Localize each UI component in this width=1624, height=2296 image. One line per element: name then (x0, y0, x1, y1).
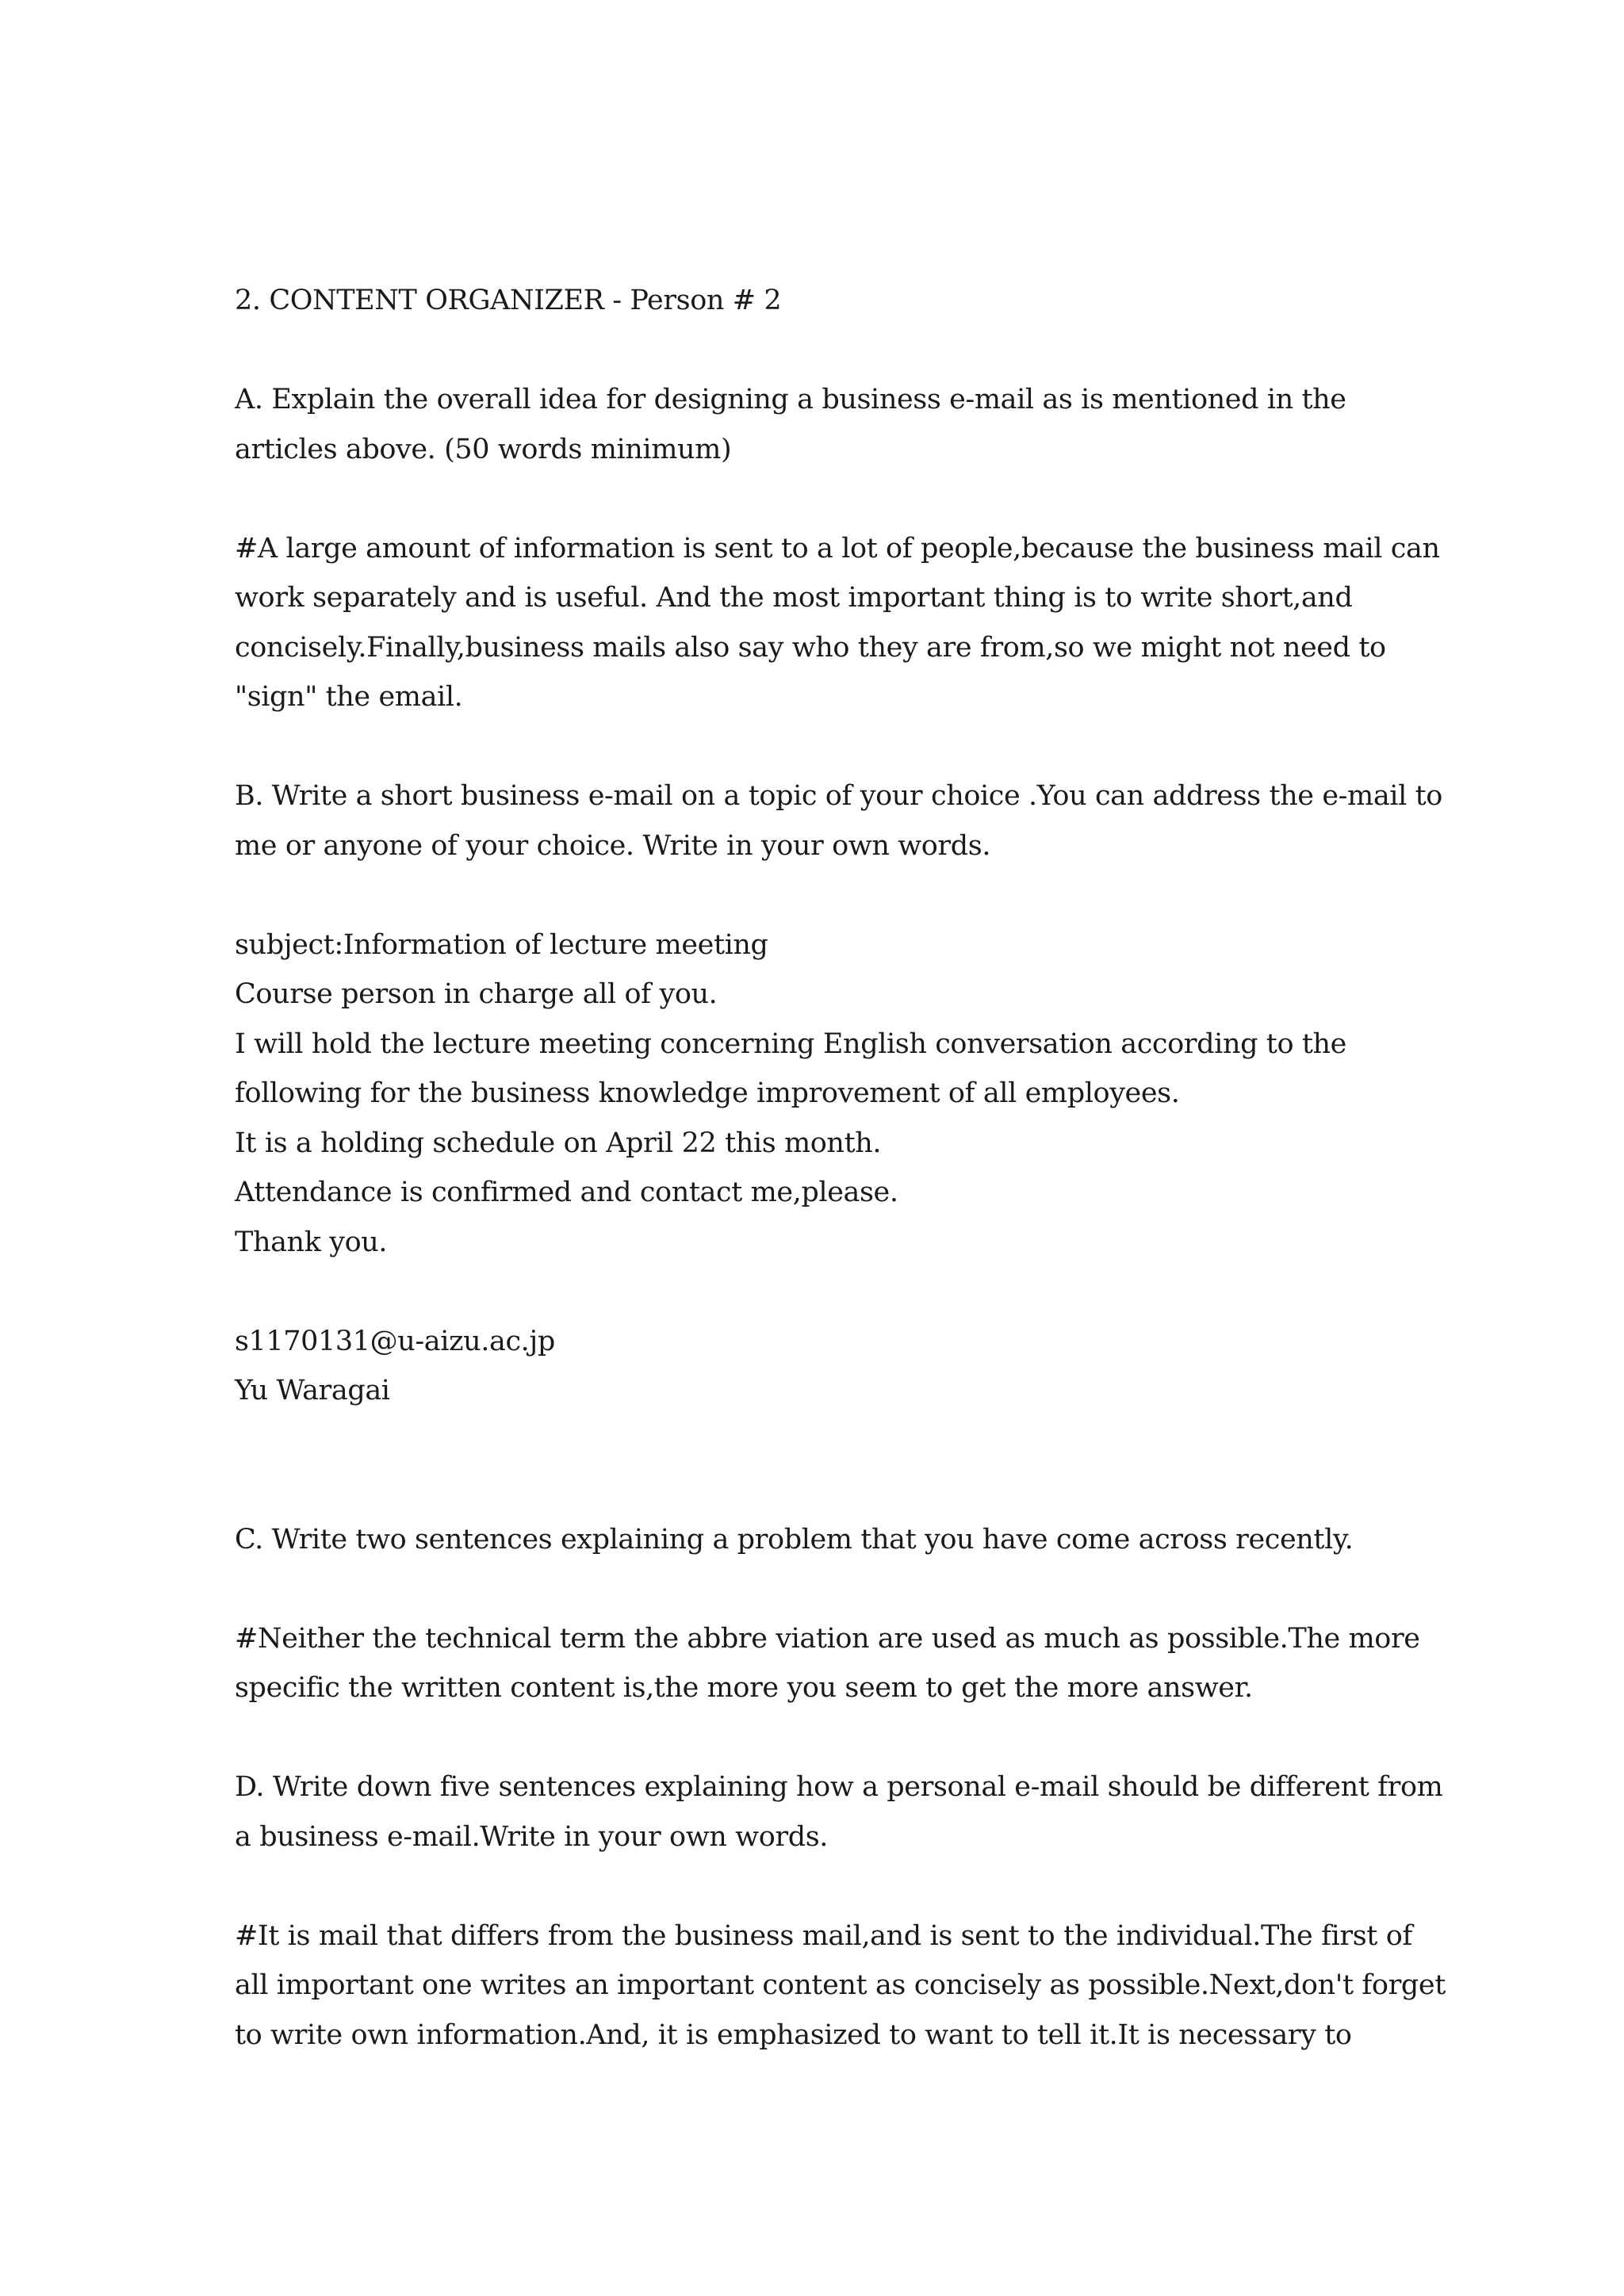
section-b-signature (235, 1317, 1424, 1416)
spacer (235, 326, 1424, 376)
spacer (235, 871, 1424, 920)
signature-email: s1170131@u-aizu.ac.jp (235, 1325, 555, 1357)
text-line: #Neither the technical term the abbre viation are used as much as possible.The more (235, 1622, 1420, 1655)
text-line: D. Write down five sentences explaining how a personal e-mail should be different from (235, 1771, 1443, 1803)
text-line: me or anyone of your choice. Write in your own words. (235, 829, 991, 862)
spacer (235, 1416, 1424, 1515)
section-b-question (235, 771, 1442, 871)
text-line: It is a holding schedule on April 22 this month. (235, 1127, 882, 1159)
text-line: B. Write a short business e-mail on a topic of your choice .You can address the e-mail to (235, 780, 1442, 812)
email-subject: subject:Information of lecture meeting (235, 928, 768, 961)
text-line: #A large amount of information is sent to a lot of people,because the business mail can (235, 532, 1440, 564)
text-line: #It is mail that differs from the business mail,and is sent to the individual.The first of (235, 1919, 1412, 1952)
text-line: following for the business knowledge improvement of all employees. (235, 1077, 1180, 1109)
section-d-answer (235, 1911, 1446, 2061)
text-line: a business e-mail.Write in your own words. (235, 1820, 828, 1853)
text-line: C. Write two sentences explaining a problem that you have come across recently. (235, 1523, 1354, 1556)
spacer (235, 1862, 1424, 1911)
text-line: Thank you. (235, 1226, 388, 1258)
text-line: specific the written content is,the more you seem to get the more answer. (235, 1672, 1253, 1704)
text-line: articles above. (50 words minimum) (235, 433, 732, 465)
spacer (235, 1713, 1424, 1763)
text-line: "sign" the email. (235, 681, 463, 713)
text-line: work separately and is useful. And the most important thing is to write short,and (235, 582, 1353, 614)
text-line: Attendance is confirmed and contact me,please. (235, 1177, 898, 1208)
document-page (235, 276, 1446, 2060)
section-b-email (235, 920, 1424, 1268)
spacer (235, 1267, 1424, 1317)
section-c-question (235, 1515, 1424, 1565)
signature-name: Yu Waragai (235, 1375, 390, 1406)
text-line: A. Explain the overall idea for designing a business e-mail as is mentioned in the (235, 384, 1346, 415)
spacer (235, 722, 1424, 772)
section-c-answer (235, 1614, 1424, 1713)
text-line: to write own information.And, it is emphasized to want to tell it.It is necessary to (235, 2019, 1352, 2051)
section-d-question (235, 1762, 1443, 1862)
section-a-question (235, 375, 1424, 474)
text-line: Course person in charge all of you. (235, 978, 718, 1010)
text-line: concisely.Finally,business mails also say who they are from,so we might not need to (235, 631, 1386, 664)
section-a-answer (235, 524, 1440, 722)
document-heading: 2. CONTENT ORGANIZER - Person # 2 (235, 285, 782, 316)
spacer (235, 474, 1424, 524)
text-line: all important one writes an important content as concisely as possible.Next,don't forget (235, 1969, 1446, 2001)
text-line: I will hold the lecture meeting concerning English conversation according to the (235, 1027, 1346, 1060)
spacer (235, 1564, 1424, 1614)
